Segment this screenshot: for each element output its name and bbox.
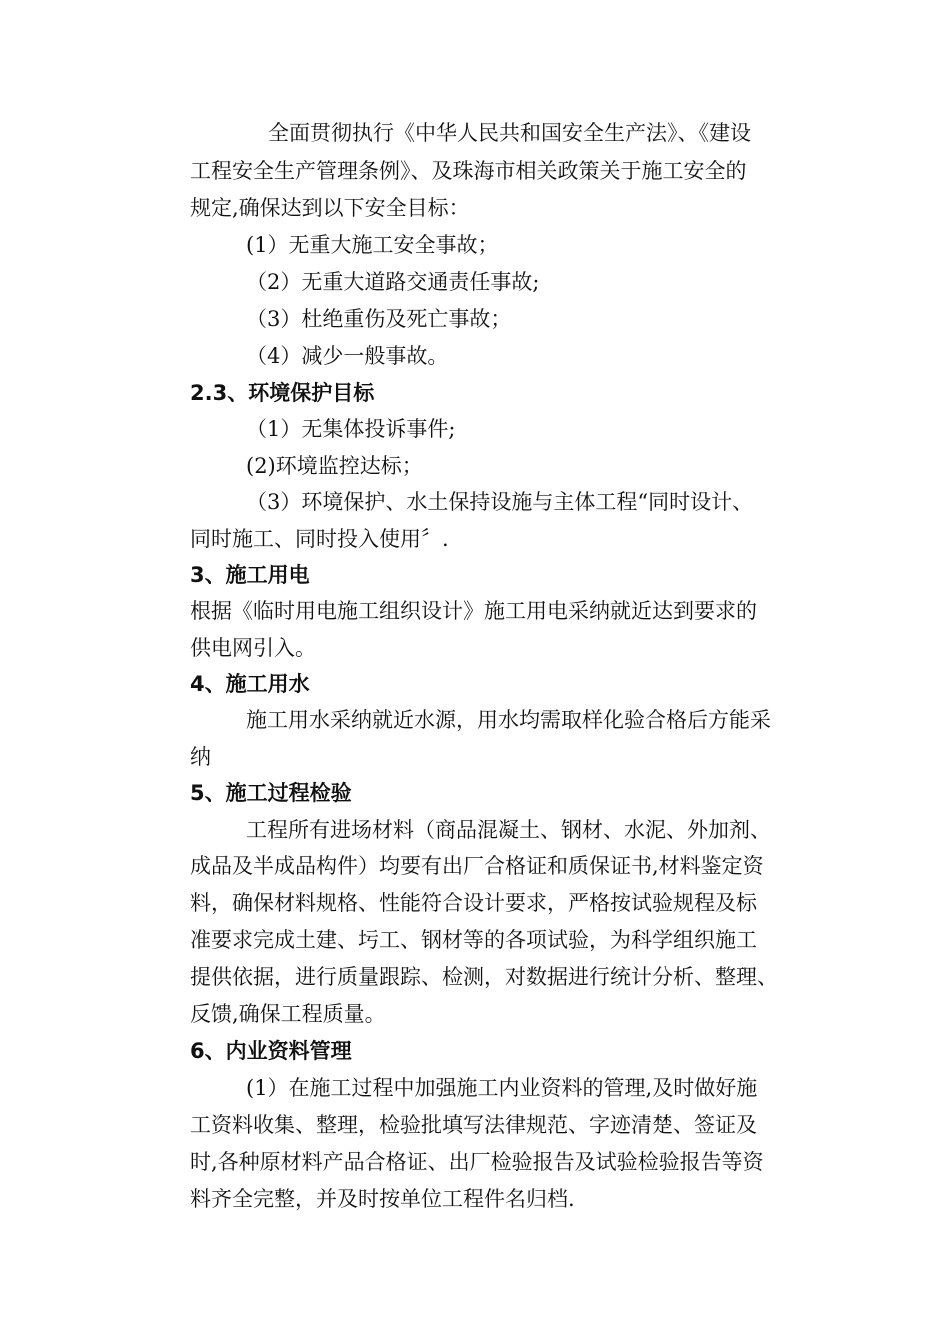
paragraph-line: 规定,确保达到以下安全目标： xyxy=(190,196,470,220)
list-item: （1）无集体投诉事件; xyxy=(246,417,456,441)
paragraph-line: 同时施工、同时投入使用〞. xyxy=(190,527,449,551)
paragraph-line: （3）环境保护、水土保持设施与主体工程“同时设计、 xyxy=(246,490,754,514)
paragraph-line: 工资料收集、整理，检验批填写法律规范、字迹清楚、签证及 xyxy=(190,1113,757,1137)
paragraph-line: 成品及半成品构件）均要有出厂合格证和质保证书,材料鉴定资 xyxy=(190,854,764,878)
section-heading: 3、施工用电 xyxy=(190,563,310,587)
paragraph-line: 全面贯彻执行《中华人民共和国安全生产法》、《建设 xyxy=(268,121,751,145)
paragraph-line: 反馈,确保工程质量。 xyxy=(190,1002,386,1026)
section-heading: 5、施工过程检验 xyxy=(190,781,352,805)
paragraph-line: 工程所有进场材料（商品混凝土、钢材、水泥、外加剂、 xyxy=(246,818,771,842)
paragraph-line: 料齐全完整，并及时按单位工程件名归档. xyxy=(190,1187,575,1211)
paragraph-line: 时,各种原材料产品合格证、出厂检验报告及试验检验报告等资 xyxy=(190,1150,764,1174)
paragraph-line: 准要求完成土建、圬工、钢材等的各项试验，为科学组织施工 xyxy=(190,928,757,952)
paragraph-line: 提供依据，进行质量跟踪、检测，对数据进行统计分析、整理、 xyxy=(190,965,778,989)
paragraph-line: 工程安全生产管理条例》、及珠海市相关政策关于施工安全的 xyxy=(190,159,747,183)
paragraph-line: 料，确保材料规格、性能符合设计要求，严格按试验规程及标 xyxy=(190,891,757,915)
section-heading: 4、施工用水 xyxy=(190,672,310,696)
list-item: (1）无重大施工安全事故； xyxy=(246,233,499,257)
section-heading: 6、内业资料管理 xyxy=(190,1039,352,1063)
paragraph-line: 根据《临时用电施工组织设计》施工用电采纳就近达到要求的 xyxy=(190,599,757,623)
paragraph-line: 纳 xyxy=(190,745,211,769)
paragraph-line: 供电网引入。 xyxy=(190,636,316,660)
list-item: （3）杜绝重伤及死亡事故； xyxy=(246,307,512,331)
paragraph-line: 施工用水采纳就近水源，用水均需取样化验合格后方能采 xyxy=(246,708,771,732)
section-heading: 2.3、环境保护目标 xyxy=(190,381,375,405)
paragraph-line: (1）在施工过程中加强施工内业资料的管理,及时做好施 xyxy=(246,1076,758,1100)
list-item: （2）无重大道路交通责任事故; xyxy=(246,270,540,294)
list-item: （4）减少一般事故。 xyxy=(246,344,449,368)
list-item: (2)环境监控达标； xyxy=(246,454,423,478)
